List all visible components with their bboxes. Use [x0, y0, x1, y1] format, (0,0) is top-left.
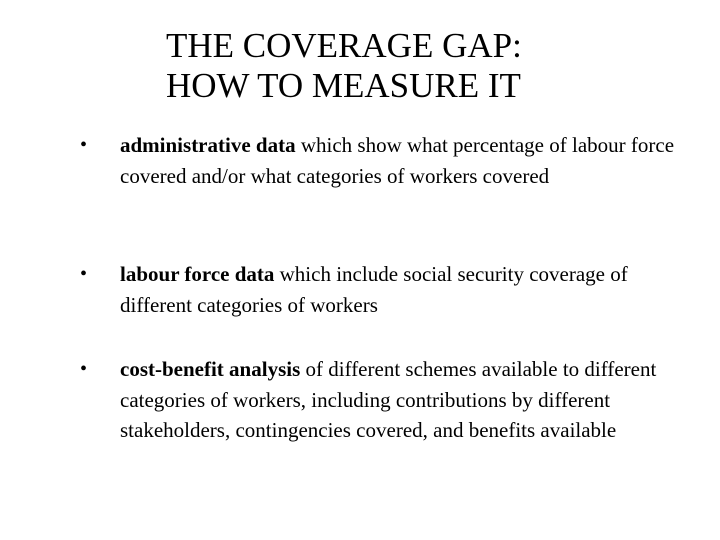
bullet-description: which include social security coverage of different categories of workers	[120, 262, 628, 317]
bullet-symbol: •	[80, 134, 88, 156]
bullet-term: labour force data	[120, 262, 275, 286]
slide-title-line-1: THE COVERAGE GAP:	[166, 26, 522, 65]
bullet-symbol: •	[80, 358, 88, 380]
bullet-description: which show what percentage of labour force covered and/or what categories of workers covered	[120, 133, 675, 188]
bullet-description: of different schemes available to different categories of workers, including contributions by different stakeholders, contingencies covered, and benefits available	[120, 357, 657, 442]
bullet-term: cost-benefit analysis	[120, 357, 301, 381]
slide-title-line-2: HOW TO MEASURE IT	[166, 66, 521, 105]
bullet-text	[120, 259, 690, 320]
bullet-symbol: •	[80, 263, 88, 285]
bullet-text	[120, 354, 690, 446]
bullet-term: administrative data	[120, 133, 296, 157]
bullet-text	[120, 130, 690, 191]
